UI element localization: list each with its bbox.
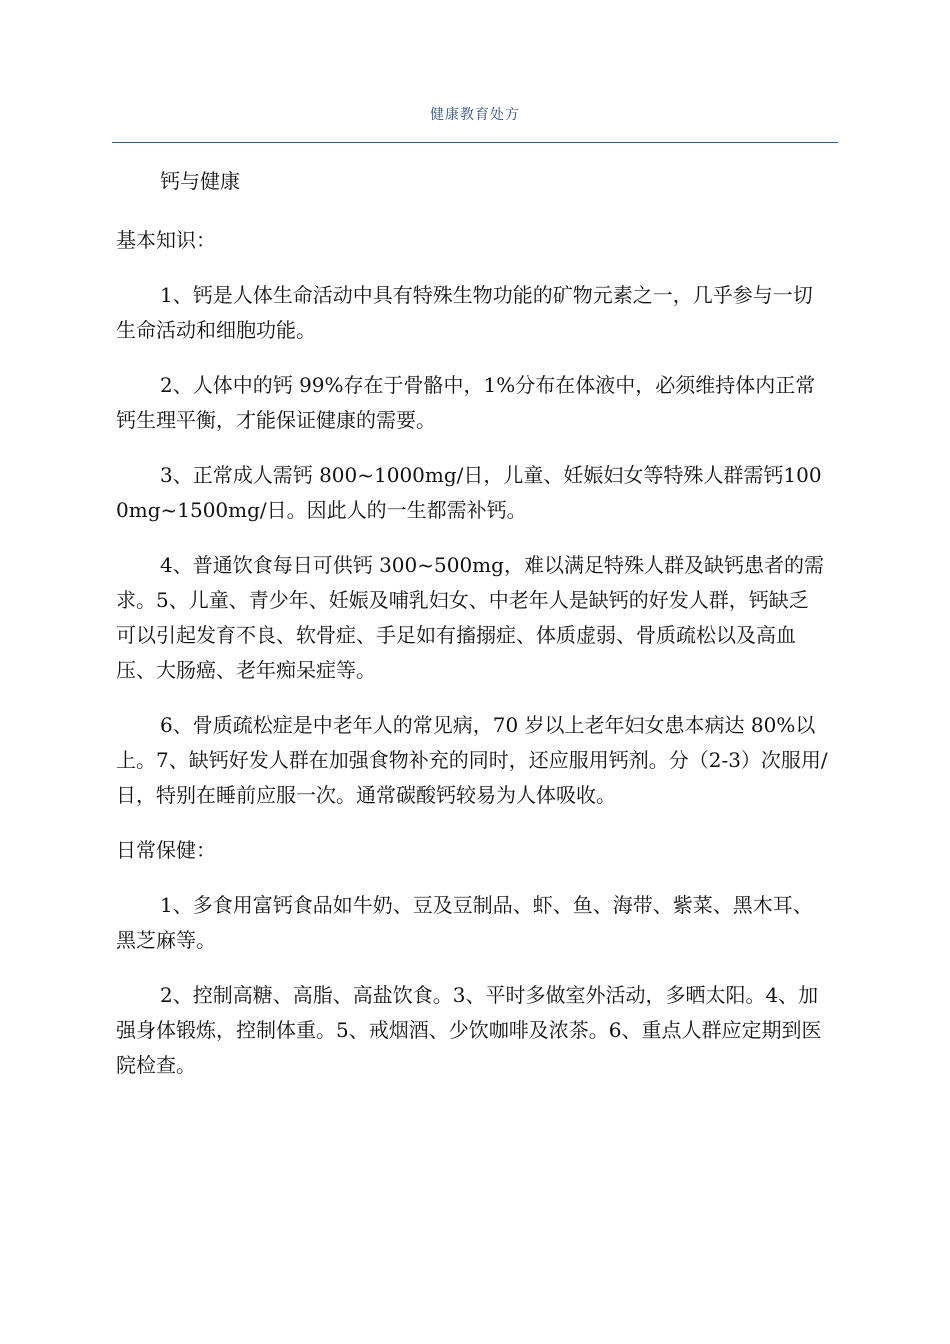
section-heading-daily-care: 日常保健： bbox=[116, 838, 216, 862]
paragraph: 3、正常成人需钙 800~1000mg/日，儿童、妊娠妇女等特殊人群需钙1000mg~1500mg/日。因此人的一生都需补钙。 bbox=[116, 463, 822, 522]
header-divider bbox=[112, 142, 838, 143]
paragraph: 1、钙是人体生命活动中具有特殊生物功能的矿物元素之一，几乎参与一切生命活动和细胞功能。 bbox=[116, 283, 813, 342]
page-header: 健康教育处方 bbox=[430, 107, 520, 123]
paragraph: 4、普通饮食每日可供钙 300~500mg，难以满足特殊人群及缺钙患者的需求。5、儿童、青少年、妊娠及哺乳妇女、中老年人是缺钙的好发人群，钙缺乏可以引起发育不良、软骨症、手足如有搐搦症、体质虚弱、骨质疏松以及高血压、大肠癌、老年痴呆症等。 bbox=[116, 553, 824, 682]
section-heading-basic-knowledge: 基本知识： bbox=[116, 228, 216, 252]
paragraph: 1、多食用富钙食品如牛奶、豆及豆制品、虾、鱼、海带、紫菜、黑木耳、黑芝麻等。 bbox=[116, 893, 813, 952]
paragraph: 2、控制高糖、高脂、高盐饮食。3、平时多做室外活动，多晒太阳。4、加强身体锻炼，控制体重。5、戒烟酒、少饮咖啡及浓茶。6、重点人群应定期到医院检查。 bbox=[116, 983, 822, 1077]
paragraph: 2、人体中的钙 99%存在于骨骼中，1%分布在体液中，必须维持体内正常钙生理平衡，才能保证健康的需要。 bbox=[116, 373, 816, 432]
document-title: 钙与健康 bbox=[160, 169, 240, 193]
document-body bbox=[116, 164, 828, 1103]
paragraph: 6、骨质疏松症是中老年人的常见病，70 岁以上老年妇女患本病达 80%以上。7、缺钙好发人群在加强食物补充的同时，还应服用钙剂。分（2-3）次服用/日，特别在睡前应服一次。通常碳酸钙较易为人体吸收。 bbox=[116, 713, 828, 807]
